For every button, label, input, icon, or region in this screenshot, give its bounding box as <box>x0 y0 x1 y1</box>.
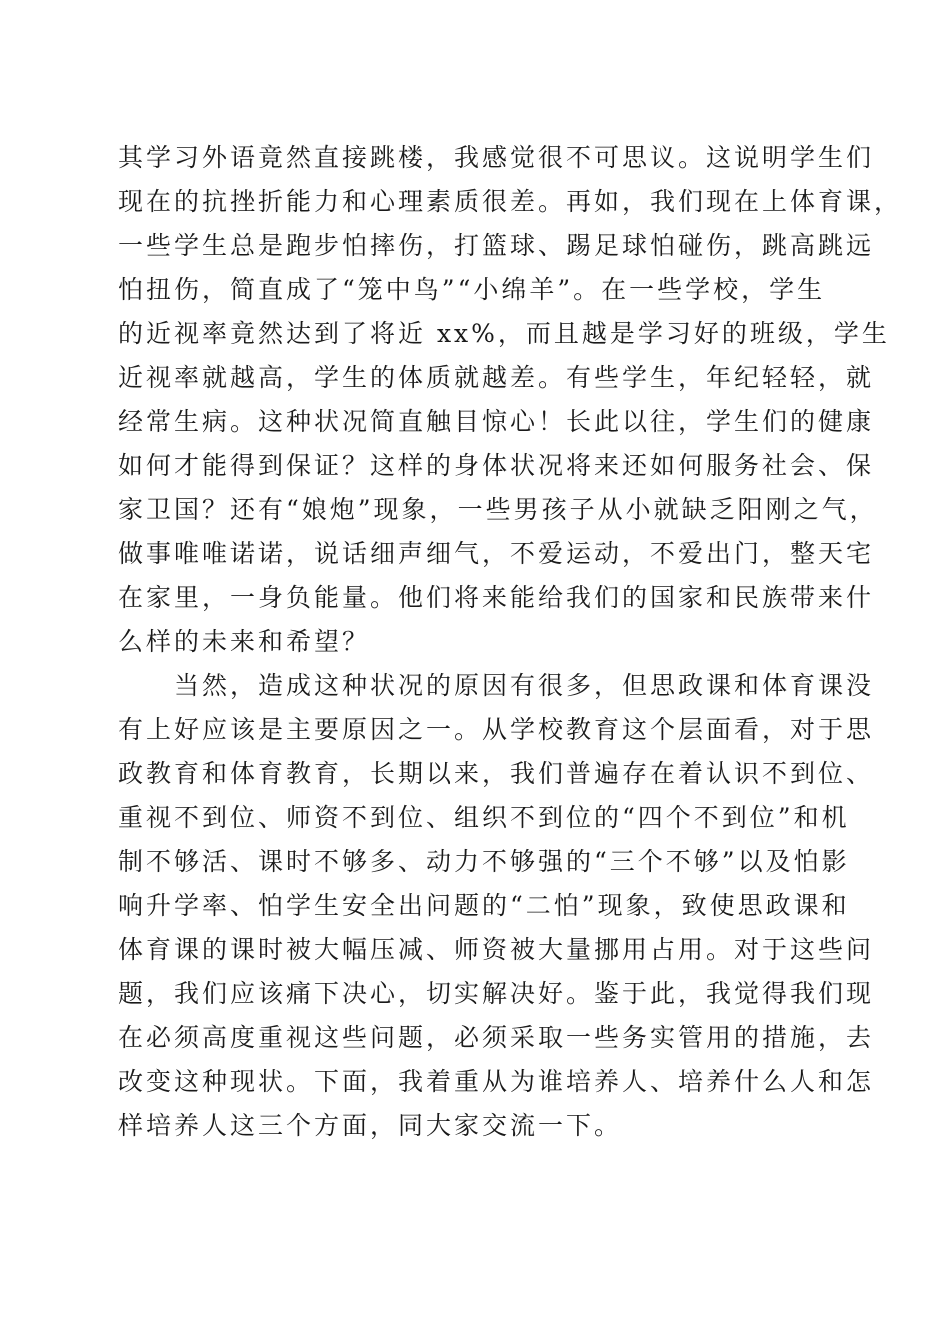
text-line: 家卫国？还有“娘炮”现象，一些男孩子从小就缺乏阳刚之气， <box>118 495 878 524</box>
paragraph-2 <box>118 664 875 1148</box>
text-line: 现在的抗挫折能力和心理素质很差。再如，我们现在上体育课， <box>118 187 903 216</box>
text-line: 经常生病。这种状况简直触目惊心！长此以往，学生们的健康 <box>118 407 875 436</box>
text-line: 其学习外语竟然直接跳楼，我感觉很不可思议。这说明学生们 <box>118 143 875 172</box>
text-line: 在必须高度重视这些问题，必须采取一些务实管用的措施，去 <box>118 1023 875 1052</box>
text-line: 响升学率、怕学生安全出问题的“二怕”现象，致使思政课和 <box>118 891 850 920</box>
text-line: 做事唯唯诺诺，说话细声细气，不爱运动，不爱出门，整天宅 <box>118 539 875 568</box>
text-line: 政教育和体育教育，长期以来，我们普遍存在着认识不到位、 <box>118 759 875 788</box>
text-line: 当然，造成这种状况的原因有很多，但思政课和体育课没 <box>174 671 875 700</box>
text-line: 改变这种现状。下面，我着重从为谁培养人、培养什么人和怎 <box>118 1067 875 1096</box>
text-line: 制不够活、课时不够多、动力不够强的“三个不够”以及怕影 <box>118 847 850 876</box>
paragraph-1 <box>118 136 903 664</box>
text-line: 重视不到位、师资不到位、组织不到位的“四个不到位”和机 <box>118 803 850 832</box>
text-line: 如何才能得到保证？这样的身体状况将来还如何服务社会、保 <box>118 451 875 480</box>
text-line: 在家里，一身负能量。他们将来能给我们的国家和民族带来什 <box>118 583 875 612</box>
text-line: 样培养人这三个方面，同大家交流一下。 <box>118 1111 623 1140</box>
text-line: 题，我们应该痛下决心，切实解决好。鉴于此，我觉得我们现 <box>118 979 875 1008</box>
text-line: 么样的未来和希望？ <box>118 627 371 656</box>
body-text <box>118 136 903 1148</box>
text-line: 怕扭伤，简直成了“笼中鸟”“小绵羊”。在一些学校，学生 <box>118 275 826 304</box>
text-line: 的近视率竟然达到了将近 xx%，而且越是学习好的班级，学生 <box>118 319 890 348</box>
text-line: 体育课的课时被大幅压减、师资被大量挪用占用。对于这些问 <box>118 935 875 964</box>
text-line: 近视率就越高，学生的体质就越差。有些学生，年纪轻轻，就 <box>118 363 875 392</box>
text-line: 有上好应该是主要原因之一。从学校教育这个层面看，对于思 <box>118 715 875 744</box>
text-line: 一些学生总是跑步怕摔伤，打篮球、踢足球怕碰伤，跳高跳远 <box>118 231 875 260</box>
